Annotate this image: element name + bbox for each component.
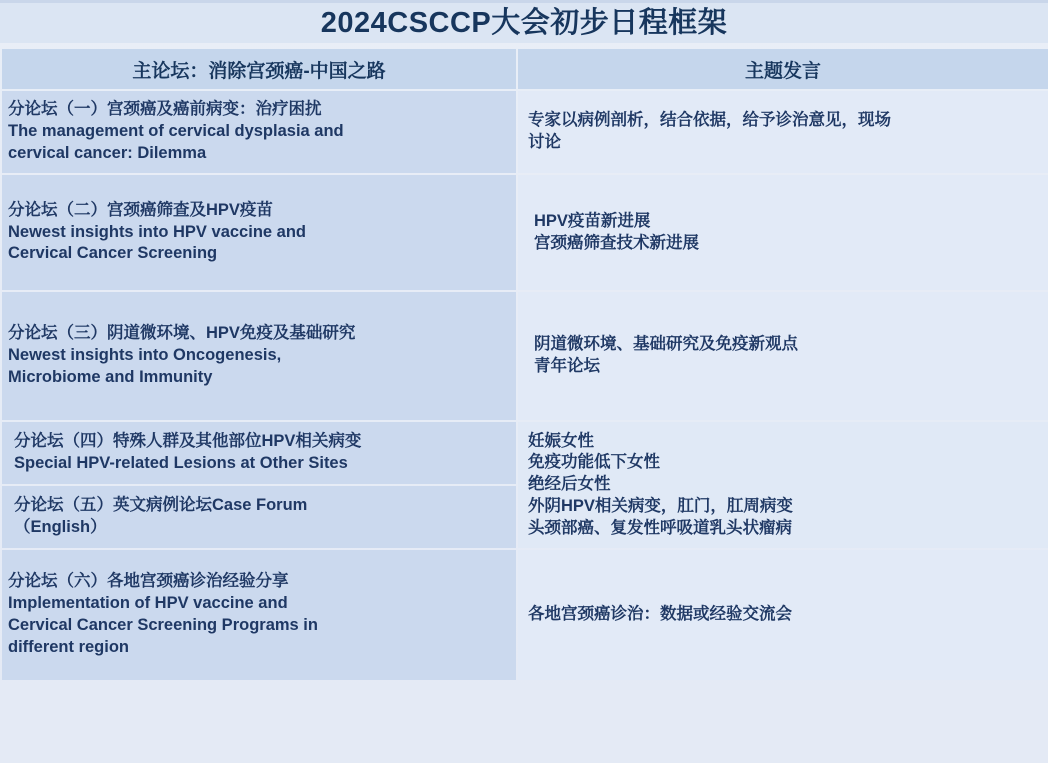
session-topic-cell <box>518 550 1048 680</box>
topic-line: 各地宫颈癌诊治：数据或经验交流会 <box>528 605 792 624</box>
session-topic-cell <box>518 91 1048 173</box>
topic-line: 外阴HPV相关病变，肛门，肛周病变 <box>528 496 793 515</box>
session-line: 分论坛（四）特殊人群及其他部位HPV相关病变 <box>14 432 362 451</box>
session-line: 分论坛（二）宫颈癌筛查及HPV疫苗 <box>8 200 273 219</box>
session-line: Newest insights into HPV vaccine and <box>8 222 306 241</box>
column-header-left: 主论坛：消除宫颈癌-中国之路 <box>2 49 516 89</box>
topic-line: 绝经后女性 <box>528 475 611 494</box>
session-line: 分论坛（五）英文病例论坛Case Forum <box>14 496 308 515</box>
topic-line: 头颈部癌、复发性呼吸道乳头状瘤病 <box>528 518 792 537</box>
topic-line: 宫颈癌筛查技术新进展 <box>534 233 699 252</box>
table-row <box>2 91 1048 173</box>
table-row <box>2 175 1048 290</box>
session-title-cell <box>2 486 516 548</box>
session-line: Cervical Cancer Screening Programs in <box>8 616 318 634</box>
session-title-cell <box>2 292 516 420</box>
session-topic-cell <box>518 292 1048 420</box>
table-row <box>2 292 1048 420</box>
session-line: cervical cancer: Dilemma <box>8 143 207 162</box>
topic-line: 青年论坛 <box>534 357 600 375</box>
column-header-right: 主题发言 <box>518 49 1048 89</box>
session-title-cell <box>2 422 516 484</box>
session-line: （English） <box>14 518 107 536</box>
session-line: Cervical Cancer Screening <box>8 244 218 263</box>
session-title-cell <box>2 91 516 173</box>
session-line: Implementation of HPV vaccine and <box>8 594 288 613</box>
session-title-cell <box>2 175 516 290</box>
topic-line: HPV疫苗新进展 <box>534 211 651 230</box>
table-row <box>2 550 1048 680</box>
slide-title-bar <box>0 3 1048 43</box>
session-line: 分论坛（一）宫颈癌及癌前病变：治疗困扰 <box>8 100 322 119</box>
session-topic-cell <box>518 175 1048 290</box>
table-header-row <box>2 49 1048 89</box>
session-line: 分论坛（六）各地宫颈癌诊治经验分享 <box>8 572 289 591</box>
topic-line: 妊娠女性 <box>528 431 594 450</box>
session-line: Special HPV-related Lesions at Other Sites <box>14 454 348 472</box>
session-line: Microbiome and Immunity <box>8 367 213 386</box>
topic-line: 免疫功能低下女性 <box>528 453 660 472</box>
session-line: Newest insights into Oncogenesis, <box>8 346 282 365</box>
topic-line: 阴道微环境、基础研究及免疫新观点 <box>534 335 798 354</box>
session-title-cell <box>2 550 516 680</box>
table-row <box>2 422 1048 484</box>
topic-line: 专家以病例剖析，结合依据，给予诊治意见，现场 <box>528 111 891 130</box>
session-line: 分论坛（三）阴道微环境、HPV免疫及基础研究 <box>8 324 356 343</box>
session-line: different region <box>8 637 130 656</box>
topic-line: 讨论 <box>528 133 561 151</box>
page-title: 2024CSCCP大会初步日程框架 <box>320 6 728 39</box>
session-line: The management of cervical dysplasia and <box>8 122 344 141</box>
session-topic-cell <box>518 422 1048 548</box>
agenda-table <box>0 47 1048 682</box>
